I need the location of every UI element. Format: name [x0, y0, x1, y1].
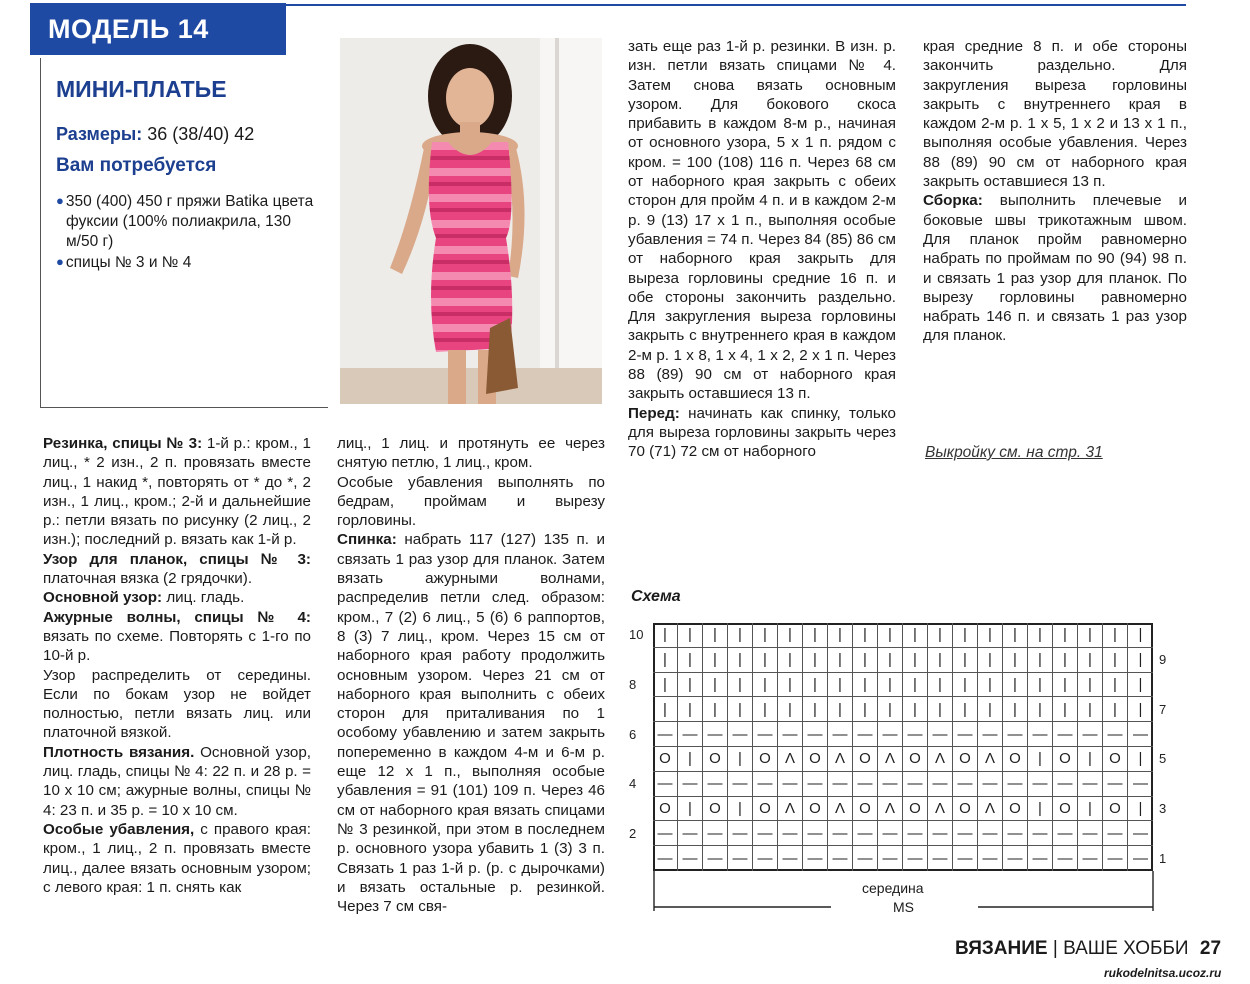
knit-stitch-icon: |	[878, 648, 903, 673]
knit-stitch-icon: |	[853, 697, 878, 722]
knit-stitch-icon: |	[978, 623, 1003, 648]
knit-stitch-icon: |	[1003, 648, 1028, 673]
text-column-3	[628, 37, 896, 462]
purl-stitch-icon: —	[903, 772, 928, 797]
knit-stitch-icon: |	[1028, 673, 1053, 698]
materials-list	[56, 191, 316, 273]
knit-stitch-icon: |	[728, 747, 753, 772]
purl-stitch-icon: —	[1003, 772, 1028, 797]
knit-stitch-icon: |	[728, 797, 753, 822]
knit-stitch-icon: |	[703, 673, 728, 698]
knit-stitch-icon: |	[903, 697, 928, 722]
knit-stitch-icon: |	[803, 623, 828, 648]
knit-stitch-icon: |	[1003, 697, 1028, 722]
purl-stitch-icon: —	[803, 821, 828, 846]
knit-stitch-icon: |	[853, 673, 878, 698]
paragraph: Особые убавления выполнять по бедрам, проймам и вырезу горловины.	[337, 473, 605, 530]
knit-stitch-icon: |	[778, 648, 803, 673]
purl-stitch-icon: —	[678, 846, 703, 871]
footer-sep: |	[1047, 938, 1064, 959]
knit-stitch-icon: |	[728, 648, 753, 673]
yarn-over-icon: O	[903, 747, 928, 772]
paragraph: Сборка: выполнить плечевые и боковые швы трикотажным швом. Для планок пройм равномерно набрать по проймам по 90 (94) 98 п. и связать 1 раз узор для планок. По вырезу горловины равномерно набрать 146 п. и связать 1 раз узор для планок.	[923, 192, 1187, 345]
knit-stitch-icon: |	[1128, 623, 1153, 648]
dress-photo-illustration	[340, 38, 602, 404]
decrease-icon: Λ	[778, 747, 803, 772]
knit-stitch-icon: |	[678, 697, 703, 722]
yarn-over-icon: O	[753, 797, 778, 822]
paragraph: Перед: начинать как спинку, только для выреза горловины закрыть через 70 (71) 72 см от наборного	[628, 404, 896, 461]
site-watermark: rukodelnitsa.ucoz.ru	[1104, 966, 1222, 980]
purl-stitch-icon: —	[1003, 846, 1028, 871]
yarn-over-icon: O	[953, 747, 978, 772]
knit-stitch-icon: |	[678, 648, 703, 673]
list-item: ● 350 (400) 450 г пряжи Batika цвета фуксии (100% полиакрила, 130 м/50 г)	[56, 193, 314, 250]
purl-stitch-icon: —	[828, 821, 853, 846]
purl-stitch-icon: —	[1103, 722, 1128, 747]
purl-stitch-icon: —	[1078, 772, 1103, 797]
decrease-icon: Λ	[878, 747, 903, 772]
knit-stitch-icon: |	[753, 673, 778, 698]
footer-brand: ВЯЗАНИЕ	[955, 938, 1048, 959]
yarn-over-icon: O	[1103, 797, 1128, 822]
knit-stitch-icon: |	[928, 673, 953, 698]
knit-stitch-icon: |	[703, 648, 728, 673]
knit-stitch-icon: |	[878, 673, 903, 698]
yarn-over-icon: O	[803, 797, 828, 822]
paragraph: Резинка, спицы № 3: 1-й р.: кром., 1 лиц., * 2 изн., 2 п. провязать вместе лиц., 1 накид *, повторять от * до *, 2 изн., 1 лиц., кром.; 2-й и дальнейшие р.: петли вязать по рисунку (2 лиц., 2 изн.); последний р. вязать как 1-й р.	[43, 435, 311, 549]
purl-stitch-icon: —	[828, 772, 853, 797]
yarn-over-icon: O	[1053, 797, 1078, 822]
knit-stitch-icon: |	[928, 697, 953, 722]
knit-stitch-icon: |	[653, 623, 678, 648]
paragraph: Узор распределить от середины. Если по бокам узор не войдет полностью, петли вязать лиц. или платочной вязкой.	[43, 666, 311, 742]
row-number-label: 2	[629, 825, 637, 841]
center-label: середина	[862, 880, 924, 896]
knit-stitch-icon: |	[828, 673, 853, 698]
knit-stitch-icon: |	[1128, 747, 1153, 772]
purl-stitch-icon: —	[753, 722, 778, 747]
knit-stitch-icon: |	[1103, 673, 1128, 698]
purl-stitch-icon: —	[728, 846, 753, 871]
footer-tag: ВАШЕ ХОББИ	[1063, 938, 1189, 959]
sizes-label: Размеры:	[56, 124, 143, 144]
decrease-icon: Λ	[828, 797, 853, 822]
purl-stitch-icon: —	[1028, 772, 1053, 797]
knit-stitch-icon: |	[1128, 797, 1153, 822]
knit-stitch-icon: |	[928, 648, 953, 673]
knit-stitch-icon: |	[678, 797, 703, 822]
knit-stitch-icon: |	[1128, 648, 1153, 673]
knit-stitch-icon: |	[1078, 673, 1103, 698]
yarn-over-icon: O	[703, 797, 728, 822]
purl-stitch-icon: —	[803, 722, 828, 747]
knit-stitch-icon: |	[1078, 697, 1103, 722]
yarn-over-icon: O	[1003, 797, 1028, 822]
purl-stitch-icon: —	[778, 722, 803, 747]
knit-stitch-icon: |	[878, 697, 903, 722]
purl-stitch-icon: —	[853, 846, 878, 871]
knit-stitch-icon: |	[1103, 648, 1128, 673]
model-photo	[340, 38, 602, 404]
knit-stitch-icon: |	[1128, 673, 1153, 698]
header-rule	[286, 4, 1186, 6]
row-number-label: 3	[1159, 801, 1167, 816]
paragraph: Ажурные волны, спицы № 4: вязать по схеме. Повторять с 1-го по 10-й р.	[43, 608, 311, 665]
purl-stitch-icon: —	[953, 722, 978, 747]
yarn-over-icon: O	[903, 797, 928, 822]
knit-stitch-icon: |	[853, 648, 878, 673]
purl-stitch-icon: —	[1103, 821, 1128, 846]
row-number-label: 7	[1159, 701, 1167, 717]
purl-stitch-icon: —	[728, 722, 753, 747]
box-left-rule	[40, 58, 41, 408]
stitch-chart	[629, 623, 1167, 871]
decrease-icon: Λ	[978, 747, 1003, 772]
purl-stitch-icon: —	[728, 821, 753, 846]
knit-stitch-icon: |	[653, 697, 678, 722]
paragraph: лиц., 1 лиц. и протянуть ее через снятую петлю, 1 лиц., кром.	[337, 435, 605, 472]
purl-stitch-icon: —	[1103, 772, 1128, 797]
purl-stitch-icon: —	[778, 846, 803, 871]
purl-stitch-icon: —	[853, 821, 878, 846]
purl-stitch-icon: —	[903, 846, 928, 871]
bullet-icon: ●	[56, 193, 64, 208]
purl-stitch-icon: —	[1053, 722, 1078, 747]
needs-heading: Вам потребуется	[56, 155, 217, 176]
knit-stitch-icon: |	[703, 697, 728, 722]
box-bottom-rule	[40, 407, 328, 408]
purl-stitch-icon: —	[1078, 846, 1103, 871]
knit-stitch-icon: |	[678, 747, 703, 772]
page-number: 27	[1199, 938, 1222, 959]
yarn-over-icon: O	[853, 797, 878, 822]
purl-stitch-icon: —	[1028, 722, 1053, 747]
knit-stitch-icon: |	[953, 673, 978, 698]
knit-stitch-icon: |	[953, 623, 978, 648]
model-header: МОДЕЛЬ 14	[30, 3, 286, 55]
text-column-1	[43, 434, 311, 897]
knit-stitch-icon: |	[753, 697, 778, 722]
purl-stitch-icon: —	[928, 821, 953, 846]
purl-stitch-icon: —	[653, 772, 678, 797]
paragraph: Плотность вязания. Основной узор, лиц. гладь, спицы № 4: 22 п. и 28 р. = 10 х 10 см; ажурные волны, спицы № 4: 23 п. и 35 р. = 10 х 10 см.	[43, 743, 311, 819]
knit-stitch-icon: |	[953, 648, 978, 673]
knit-stitch-icon: |	[1003, 623, 1028, 648]
knit-stitch-icon: |	[1078, 747, 1103, 772]
knit-stitch-icon: |	[828, 648, 853, 673]
purl-stitch-icon: —	[1133, 850, 1148, 868]
knit-stitch-icon: |	[753, 623, 778, 648]
knit-stitch-icon: |	[728, 673, 753, 698]
paragraph: Основной узор: лиц. гладь.	[43, 589, 245, 607]
knit-stitch-icon: |	[753, 648, 778, 673]
scheme-title: Схема	[631, 588, 681, 605]
knit-stitch-icon: |	[1078, 623, 1103, 648]
knit-stitch-icon: |	[678, 623, 703, 648]
purl-stitch-icon: —	[778, 821, 803, 846]
knit-stitch-icon: |	[1078, 648, 1103, 673]
purl-stitch-icon: —	[878, 846, 903, 871]
decrease-icon: Λ	[828, 747, 853, 772]
paragraph: края средние 8 п. и обе стороны закончить раздельно. Для закругления выреза горловины закрыть с внутреннего края в каждом 2-м р. 1 х 5, 1 х 2 и 13 х 1 п., выполняя особые убавления. Через 88 (89) 90 см от наборного края закрыть оставшиеся 13 п.	[923, 38, 1187, 191]
knit-stitch-icon: |	[778, 697, 803, 722]
purl-stitch-icon: —	[1003, 722, 1028, 747]
purl-stitch-icon: —	[978, 846, 1003, 871]
decrease-icon: Λ	[928, 747, 953, 772]
purl-stitch-icon: —	[853, 772, 878, 797]
purl-stitch-icon: —	[978, 722, 1003, 747]
purl-stitch-icon: —	[778, 772, 803, 797]
purl-stitch-icon: —	[878, 772, 903, 797]
knit-stitch-icon: |	[728, 623, 753, 648]
knit-stitch-icon: |	[1053, 648, 1078, 673]
knit-stitch-icon: |	[678, 673, 703, 698]
ms-label: MS	[893, 899, 914, 915]
knit-stitch-icon: |	[653, 648, 678, 673]
purl-stitch-icon: —	[1078, 722, 1103, 747]
row-number-label: 1	[1159, 850, 1167, 866]
knit-stitch-icon: |	[778, 623, 803, 648]
footer	[955, 938, 1221, 960]
purl-stitch-icon: —	[903, 821, 928, 846]
paragraph: Узор для планок, спицы № 3: платочная вязка (2 грядочки).	[43, 550, 311, 588]
pattern-page-link[interactable]: Выкройку см. на стр. 31	[925, 444, 1103, 461]
knit-stitch-icon: |	[778, 673, 803, 698]
knit-stitch-icon: |	[828, 697, 853, 722]
knit-stitch-icon: |	[728, 697, 753, 722]
yarn-over-icon: O	[1003, 747, 1028, 772]
decrease-icon: Λ	[978, 797, 1003, 822]
purl-stitch-icon: —	[978, 772, 1003, 797]
yarn-over-icon: O	[703, 747, 728, 772]
purl-stitch-icon: —	[1053, 821, 1078, 846]
purl-stitch-icon: —	[903, 722, 928, 747]
decrease-icon: Λ	[778, 797, 803, 822]
decrease-icon: Λ	[878, 797, 903, 822]
purl-stitch-icon: —	[1053, 772, 1078, 797]
knit-stitch-icon: |	[1053, 623, 1078, 648]
knit-stitch-icon: |	[978, 697, 1003, 722]
knit-stitch-icon: |	[978, 673, 1003, 698]
knit-stitch-icon: |	[1028, 648, 1053, 673]
knit-stitch-icon: |	[928, 623, 953, 648]
purl-stitch-icon: —	[1028, 821, 1053, 846]
purl-stitch-icon: —	[678, 821, 703, 846]
paragraph: зать еще раз 1-й р. резинки. В изн. р. изн. петли вязать спицами № 4. Затем снова вязать основным узором. Для бокового скоса прибавить в каждом 8-м р., начиная от основного узора, 5 х 1 п. рядом с кром. = 100 (108) 116 п. Через 68 см от наборного края закрыть с обеих сторон для пройм 4 п. и в каждом 2-м р. 9 (13) 17 х 1 п., выполняя особые убавления = 74 п. Через 84 (85) 86 см от наборного края закрыть для выреза горловины средние 16 п. и обе стороны закончить раздельно. Для закругления выреза горловины закрыть с внутреннего края в каждом 2-м р. 1 х 8, 1 х 4, 1 х 2, 2 х 1 п. Через 88 (89) 90 см от наборного края закрыть оставшиеся 13 п.	[628, 38, 896, 403]
model-title: МИНИ-ПЛАТЬЕ	[56, 76, 227, 102]
knit-stitch-icon: |	[653, 673, 678, 698]
knit-stitch-icon: |	[1028, 797, 1053, 822]
purl-stitch-icon: —	[678, 722, 703, 747]
row-number-label: 4	[629, 776, 637, 792]
knit-stitch-icon: |	[903, 673, 928, 698]
purl-stitch-icon: —	[1103, 846, 1128, 871]
purl-stitch-icon: —	[703, 722, 728, 747]
purl-stitch-icon: —	[653, 821, 678, 846]
purl-stitch-icon: —	[1053, 846, 1078, 871]
purl-stitch-icon: —	[703, 846, 728, 871]
knit-stitch-icon: |	[878, 623, 903, 648]
row-number-label: 10	[629, 627, 644, 643]
purl-stitch-icon: —	[1128, 772, 1153, 797]
purl-stitch-icon: —	[878, 722, 903, 747]
knit-stitch-icon: |	[1103, 623, 1128, 648]
text-column-2	[337, 434, 605, 916]
purl-stitch-icon: —	[653, 722, 678, 747]
yarn-over-icon: O	[953, 797, 978, 822]
purl-stitch-icon: —	[753, 821, 778, 846]
yarn-over-icon: O	[803, 747, 828, 772]
list-item: ● спицы № 3 и № 4	[56, 254, 192, 271]
purl-stitch-icon: —	[753, 772, 778, 797]
knit-stitch-icon: |	[1128, 697, 1153, 722]
purl-stitch-icon: —	[1028, 846, 1053, 871]
row-number-label: 5	[1159, 751, 1167, 767]
purl-stitch-icon: —	[1128, 722, 1153, 747]
purl-stitch-icon: —	[828, 846, 853, 871]
purl-stitch-icon: —	[953, 772, 978, 797]
yarn-over-icon: O	[653, 747, 678, 772]
purl-stitch-icon: —	[703, 821, 728, 846]
paragraph: Спинка: набрать 117 (127) 135 п. и связать 1 раз узор для планок. Затем вязать ажурными волнами, распределив петли след. образом: кром., 7 (2) 6 лиц., 5 (6) 6 раппортов, 8 (3) 7 лиц., кром. Через 15 см от наборного края работу продолжить основным узором. Через 21 см от наборного края выполнить с обеих сторон для приталивания по 1 особому убавлению и затем закрыть попеременно в каждом 4-м и 6-м р. еще 12 х 1 п., выполняя особые убавления = 91 (101) 109 п. Через 46 см от наборного края вязать спицами № 3 резинкой, при этом в последнем р. основного узора убавить 1 (3) 3 п. Связать 1 раз 1-й р. (р. с дырочками) и вязать остальные р. резинкой. Через 7 см свя-	[337, 531, 605, 916]
text-column-4	[923, 37, 1187, 346]
purl-stitch-icon: —	[953, 821, 978, 846]
purl-stitch-icon: —	[1003, 821, 1028, 846]
knit-stitch-icon: |	[803, 648, 828, 673]
purl-stitch-icon: —	[928, 772, 953, 797]
row-number-label: 6	[629, 726, 637, 742]
paragraph: Особые убавления, с правого края: кром., 1 лиц., 2 п. провязать вместе лиц., далее вязать основным узором; с левого края: 1 п. снять как	[43, 820, 311, 896]
sizes	[56, 124, 254, 145]
knit-stitch-icon: |	[803, 673, 828, 698]
purl-stitch-icon: —	[928, 722, 953, 747]
knit-stitch-icon: |	[803, 697, 828, 722]
yarn-over-icon: O	[1053, 747, 1078, 772]
purl-stitch-icon: —	[1128, 821, 1153, 846]
purl-stitch-icon: —	[928, 846, 953, 871]
knit-stitch-icon: |	[1028, 747, 1053, 772]
knit-stitch-icon: |	[1028, 623, 1053, 648]
knit-stitch-icon: |	[903, 623, 928, 648]
row-number-label: 8	[629, 677, 637, 692]
knit-stitch-icon: |	[1003, 673, 1028, 698]
bullet-icon: ●	[56, 254, 64, 269]
knit-stitch-icon: |	[828, 623, 853, 648]
knit-stitch-icon: |	[1053, 697, 1078, 722]
purl-stitch-icon: —	[978, 821, 1003, 846]
knit-stitch-icon: |	[978, 648, 1003, 673]
yarn-over-icon: O	[753, 747, 778, 772]
knit-stitch-icon: |	[703, 623, 728, 648]
sizes-value: 36 (38/40) 42	[147, 124, 255, 144]
knit-stitch-icon: |	[1028, 697, 1053, 722]
purl-stitch-icon: —	[803, 846, 828, 871]
knit-stitch-icon: |	[853, 623, 878, 648]
yarn-over-icon: O	[853, 747, 878, 772]
knit-stitch-icon: |	[903, 648, 928, 673]
purl-stitch-icon: —	[853, 722, 878, 747]
purl-stitch-icon: —	[1078, 821, 1103, 846]
knit-stitch-icon: |	[1078, 797, 1103, 822]
purl-stitch-icon: —	[878, 821, 903, 846]
purl-stitch-icon: —	[953, 846, 978, 871]
knit-stitch-icon: |	[1103, 697, 1128, 722]
yarn-over-icon: O	[1103, 747, 1128, 772]
purl-stitch-icon: —	[803, 772, 828, 797]
decrease-icon: Λ	[928, 797, 953, 822]
purl-stitch-icon: —	[678, 772, 703, 797]
purl-stitch-icon: —	[653, 846, 678, 871]
purl-stitch-icon: —	[753, 846, 778, 871]
knit-stitch-icon: |	[953, 697, 978, 722]
knit-stitch-icon: |	[1053, 673, 1078, 698]
yarn-over-icon: O	[653, 797, 678, 822]
purl-stitch-icon: —	[703, 772, 728, 797]
purl-stitch-icon: —	[828, 722, 853, 747]
row-number-label: 9	[1159, 652, 1167, 668]
purl-stitch-icon: —	[728, 772, 753, 797]
